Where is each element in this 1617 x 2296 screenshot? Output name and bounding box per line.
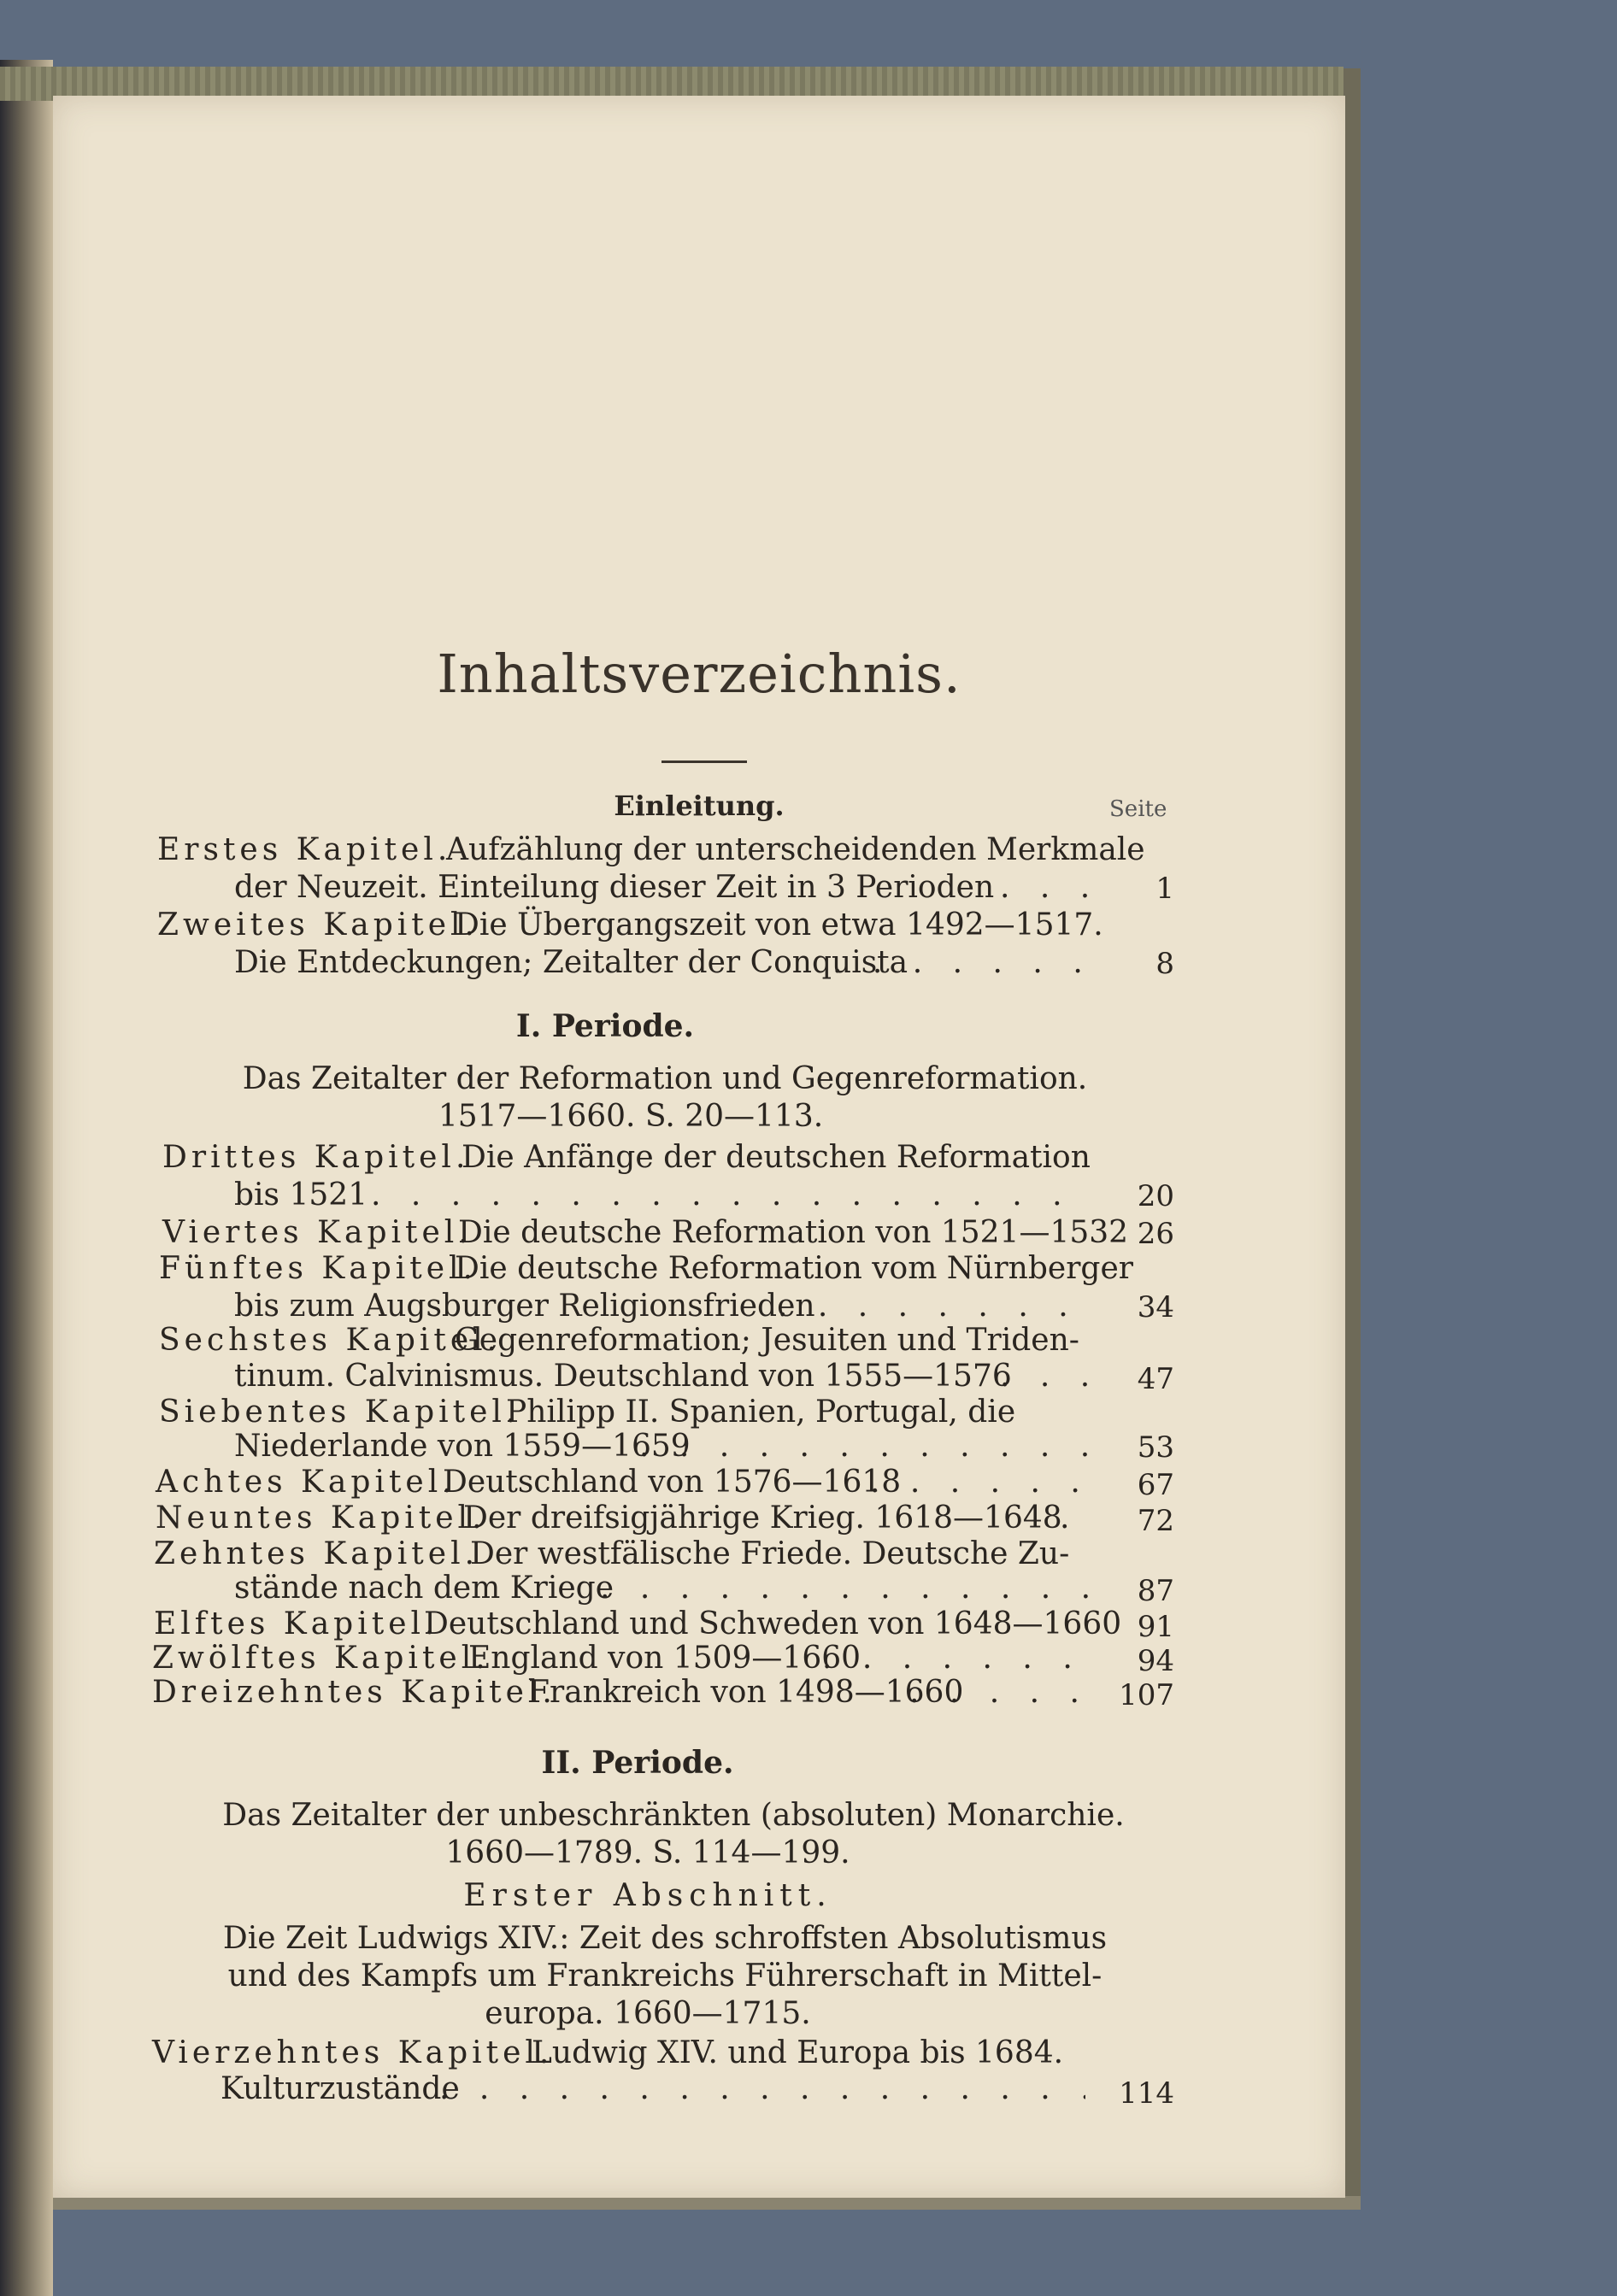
page-bottom-edge (53, 2196, 1361, 2210)
entry-text: tinum. Calvinismus. Deutschland von 1555—1576 (234, 1359, 1012, 1394)
chapter-label: Zwölftes Kapitel. (152, 1641, 490, 1676)
period-subtitle: Das Zeitalter der unbeschränkten (absoluten) Monarchie. (222, 1798, 1125, 1833)
section-text: und des Kampfs um Frankreichs Führerschaft in Mittel- (227, 1958, 1102, 1994)
chapter-label: Sechstes Kapitel. (159, 1323, 502, 1358)
entry-text: der Neuzeit. Einteilung dieser Zeit in 3 Perioden (234, 870, 995, 905)
page-number: 20 (1137, 1179, 1174, 1213)
page-number: 67 (1137, 1468, 1174, 1502)
entry-text: Der dreifsigjährige Krieg. 1618—1648 (463, 1500, 1062, 1536)
chapter-label: Siebentes Kapitel. (159, 1395, 520, 1430)
entry-text: Gegenreformation; Jesuiten und Triden- (455, 1323, 1079, 1358)
chapter-label: Zweites Kapitel. (157, 907, 479, 942)
chapter-label: Elftes Kapitel. (154, 1606, 439, 1641)
leader-dots (600, 1571, 1094, 1606)
leader-dots (822, 1641, 1094, 1676)
leader-dots (870, 1465, 1094, 1500)
period-heading: I. Periode. (515, 1008, 695, 1044)
period-subtitle: Das Zeitalter der Reformation und Gegenreformation. (242, 1061, 1088, 1096)
page-number: 26 (1137, 1217, 1174, 1251)
book-page (53, 96, 1345, 2198)
chapter-label: Erstes Kapitel. (157, 832, 452, 867)
page-number: 53 (1137, 1430, 1174, 1465)
title-divider (662, 760, 747, 763)
leader-dots (832, 945, 1094, 980)
chapter-label: Viertes Kapitel. (162, 1215, 473, 1250)
entry-text: Deutschland von 1576—1618 (443, 1465, 902, 1500)
entry-text: bis 1521 (234, 1177, 368, 1213)
page-number: 8 (1155, 947, 1174, 981)
leader-dots (639, 1429, 1094, 1464)
chapter-label: Achtes Kapitel. (156, 1465, 456, 1500)
page-number: 47 (1137, 1362, 1174, 1396)
section-heading: Erster Abschnitt. (463, 1878, 832, 1913)
page-number: 94 (1137, 1644, 1174, 1678)
entry-text: Niederlande von 1559—1659 (234, 1429, 691, 1464)
entry-text: Deutschland und Schweden von 1648—1660 (424, 1606, 1122, 1641)
leader-dots (778, 1289, 1094, 1324)
page-number: 1 (1155, 872, 1174, 906)
chapter-label: Fünftes Kapitel. (159, 1251, 478, 1286)
page-number: 34 (1137, 1290, 1174, 1324)
entry-text: Aufzählung der unterscheidenden Merkmale (446, 832, 1145, 867)
leader-dots (1060, 1500, 1094, 1536)
page-number: 114 (1119, 2076, 1174, 2111)
entry-text: Die Anfänge der deutschen Reformation (462, 1140, 1091, 1175)
entry-text: Die deutsche Reformation von 1521—1532 (458, 1215, 1129, 1250)
page-number: 107 (1119, 1678, 1174, 1712)
leader-dots (1000, 870, 1092, 905)
section-text: europa. 1660—1715. (485, 1996, 811, 2031)
chapter-label: Dreizehntes Kapitel. (152, 1675, 556, 1710)
entry-text: Die deutsche Reformation vom Nürnberger (455, 1251, 1133, 1286)
entry-text: stände nach dem Kriege (234, 1571, 614, 1606)
entry-text: Die Übergangszeit von etwa 1492—1517. (455, 907, 1103, 942)
period-subtitle: 1660—1789. S. 114—199. (445, 1835, 850, 1870)
period-subtitle: 1517—1660. S. 20—113. (438, 1099, 824, 1134)
entry-text: England von 1509—1660 (468, 1641, 861, 1676)
entry-text: Ludwig XIV. und Europa bis 1684. (532, 2035, 1064, 2070)
entry-text: Die Entdeckungen; Zeitalter der Conquista (234, 945, 908, 980)
entry-text: Philipp II. Spanien, Portugal, die (506, 1395, 1016, 1430)
leader-dots (909, 1675, 1085, 1710)
page-right-edge (1344, 68, 1361, 2196)
entry-text: bis zum Augsburger Religionsfrieden (234, 1289, 815, 1324)
leader-dots (371, 1177, 1094, 1213)
section-text: Die Zeit Ludwigs XIV.: Zeit des schroffsten Absolutismus (222, 1921, 1108, 1956)
entry-text: Frankreich von 1498—1660 (528, 1675, 964, 1710)
page-number: 91 (1137, 1610, 1174, 1644)
page-number: 87 (1137, 1574, 1174, 1608)
chapter-label: Zehntes Kapitel. (154, 1536, 479, 1571)
chapter-label: Drittes Kapitel. (162, 1140, 470, 1175)
page-title: Inhaltsverzeichnis. (437, 643, 961, 705)
chapter-label: Neuntes Kapitel. (156, 1500, 486, 1536)
page-number: 72 (1137, 1504, 1174, 1538)
page-column-label: Seite (1109, 796, 1167, 822)
leader-dots (439, 2071, 1085, 2106)
entry-text: Der westfälische Friede. Deutsche Zu- (470, 1536, 1070, 1571)
chapter-label: Vierzehntes Kapitel. (152, 2035, 554, 2070)
intro-heading: Einleitung. (614, 790, 785, 822)
period-heading: II. Periode. (541, 1745, 734, 1781)
entry-text: Kulturzustände (220, 2071, 460, 2106)
leader-dots (1000, 1359, 1094, 1394)
